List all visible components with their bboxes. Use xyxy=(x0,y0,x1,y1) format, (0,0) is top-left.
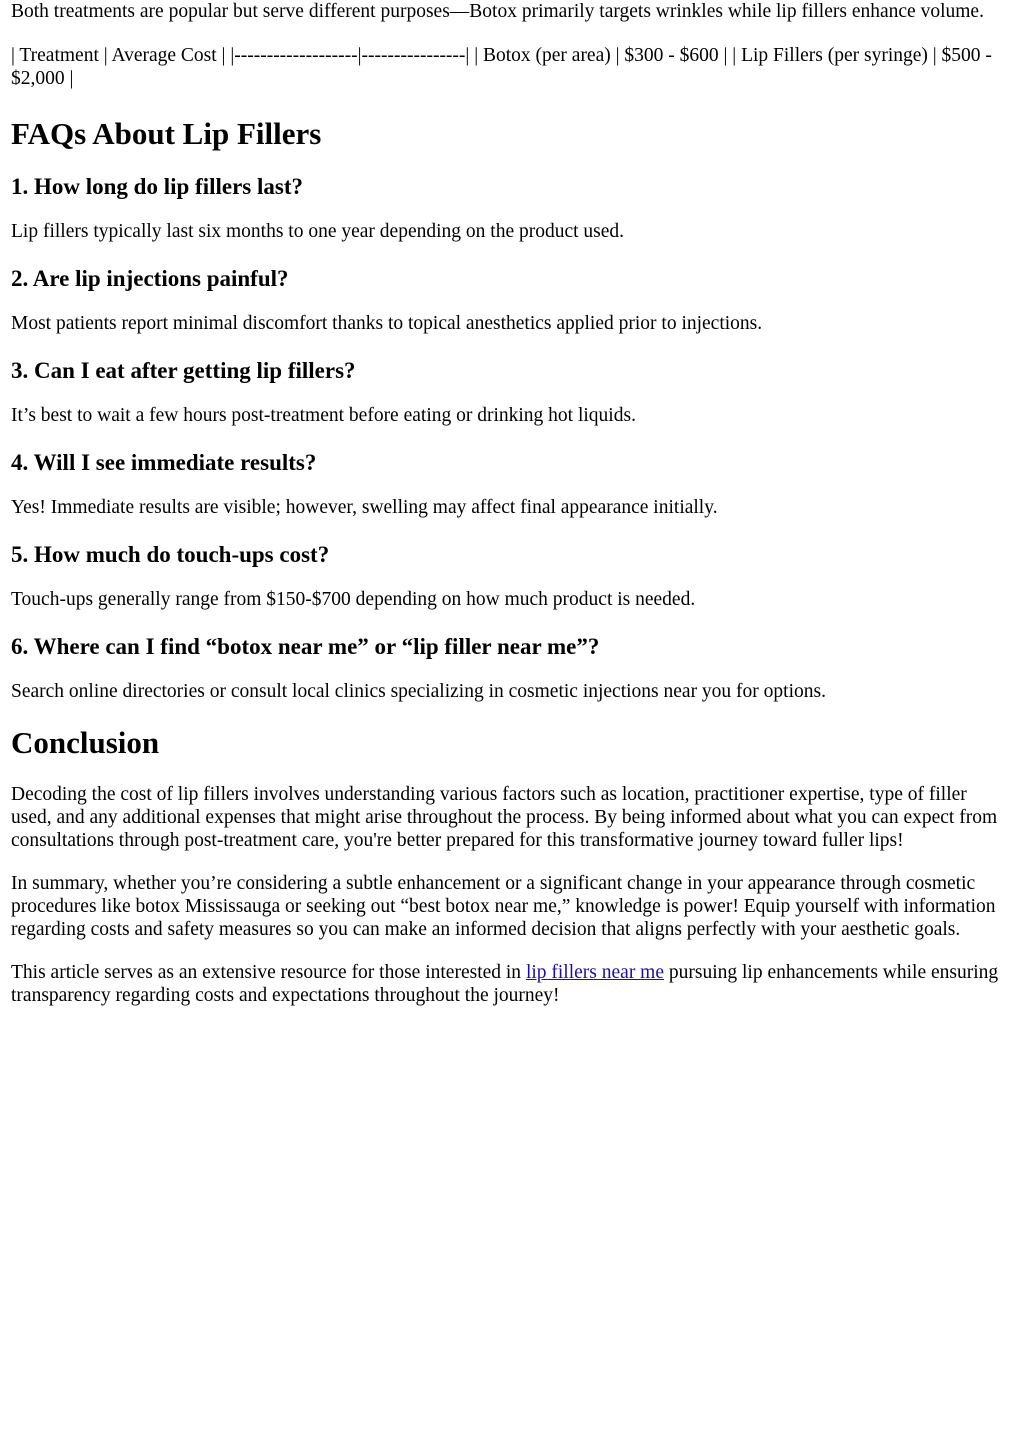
conclusion-paragraph-1: Decoding the cost of lip fillers involves understanding various factors such as location, practitioner expertise, type of filler used, and any additional expenses that might arise throughout the process. By being informed about what you can expect from consultations through post-treatment care, you're better prepared for this transformative journey toward fuller lips! xyxy=(11,784,998,851)
lip-fillers-near-me-link[interactable]: lip fillers near me xyxy=(525,962,665,983)
faq-heading: FAQs About Lip Fillers xyxy=(11,116,322,151)
faq-question-6: 6. Where can I find “botox near me” or “lip filler near me”? xyxy=(11,634,600,659)
faq-question-5: 5. How much do touch-ups cost? xyxy=(11,542,330,567)
faq-answer-6: Search online directories or consult local clinics specializing in cosmetic injections near you for options. xyxy=(11,681,826,702)
conclusion-text-before-link: This article serves as an extensive resource for those interested in xyxy=(11,962,526,983)
faq-question-4: 4. Will I see immediate results? xyxy=(11,450,317,475)
faq-answer-5: Touch-ups generally range from $150-$700 depending on how much product is needed. xyxy=(11,589,696,610)
faq-answer-1: Lip fillers typically last six months to one year depending on the product used. xyxy=(11,221,625,242)
conclusion-paragraph-3 xyxy=(11,961,1006,1007)
conclusion-text-after-link: pursuing lip enhancements while ensuring transparency regarding costs and expectations throughout the journey! xyxy=(11,962,999,1006)
faq-question-1: 1. How long do lip fillers last? xyxy=(11,174,303,199)
intro-paragraph: Both treatments are popular but serve different purposes—Botox primarily targets wrinkles while lip fillers enhance volume. xyxy=(11,1,984,22)
faq-question-3: 3. Can I eat after getting lip fillers? xyxy=(11,358,356,383)
price-table-text: | Treatment | Average Cost | |-------------------|----------------| | Botox (per area) | $300 - $600 | | Lip Fillers (per syringe) | $500 - $2,000 | xyxy=(11,45,992,89)
conclusion-paragraph-2: In summary, whether you’re considering a subtle enhancement or a significant change in your appearance through cosmetic procedures like botox Mississauga or seeking out “best botox near me,” knowledge is power! Equip yourself with information regarding costs and safety measures so you can make an informed decision that aligns perfectly with your aesthetic goals. xyxy=(11,873,996,940)
faq-answer-4: Yes! Immediate results are visible; however, swelling may affect final appearance initially. xyxy=(11,497,718,518)
faq-question-2: 2. Are lip injections painful? xyxy=(11,266,289,291)
faq-answer-3: It’s best to wait a few hours post-treatment before eating or drinking hot liquids. xyxy=(11,405,636,426)
faq-answer-2: Most patients report minimal discomfort thanks to topical anesthetics applied prior to injections. xyxy=(11,313,763,334)
conclusion-heading: Conclusion xyxy=(11,725,160,760)
